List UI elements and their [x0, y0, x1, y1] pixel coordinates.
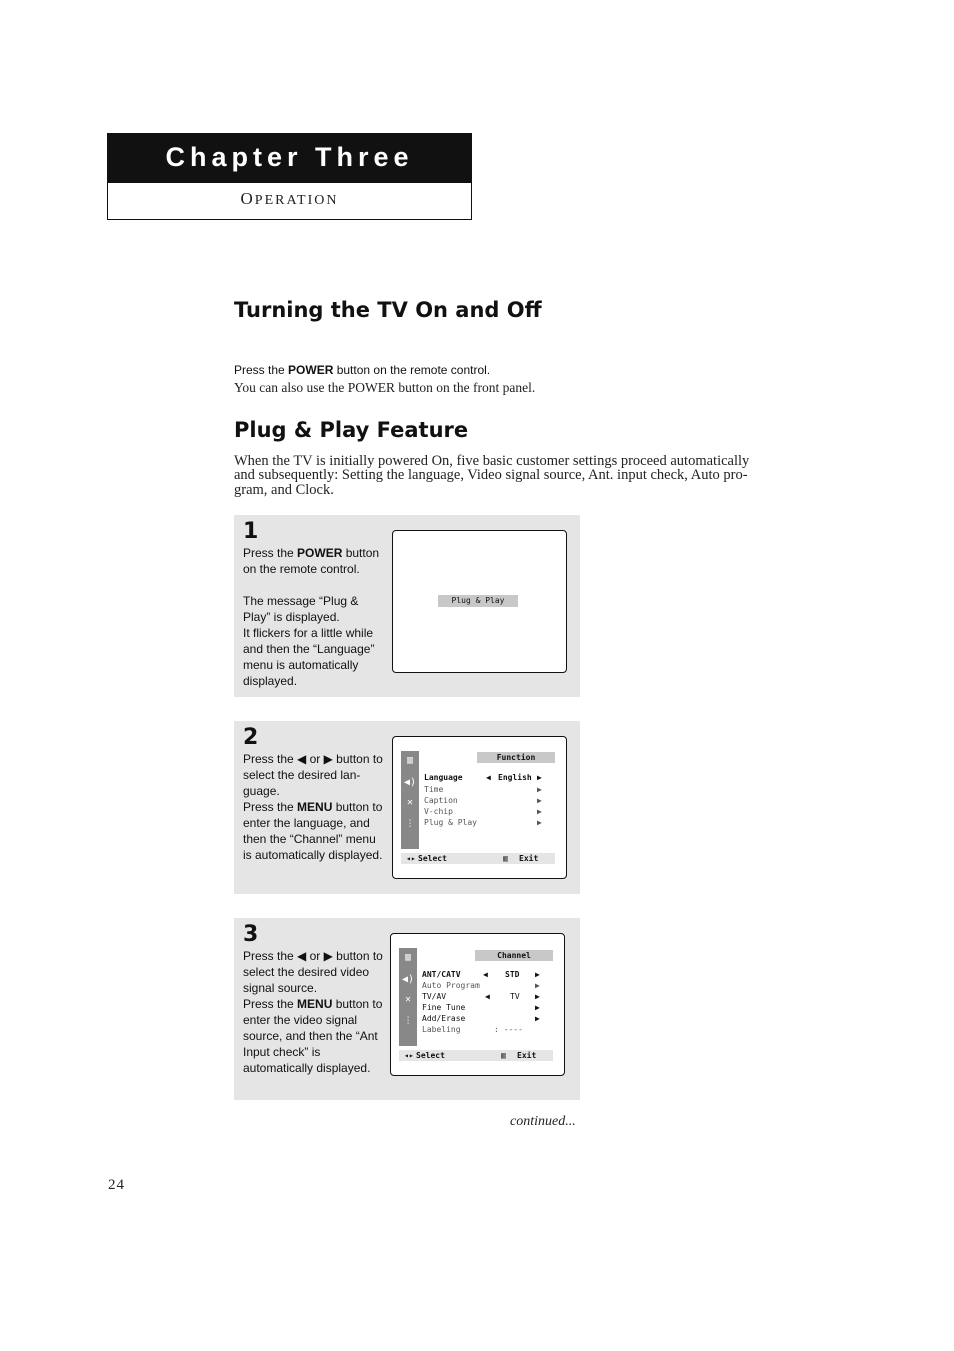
- row-label: Labeling: [422, 1025, 461, 1034]
- step-1-para-3: It flickers for a little while and then the “Language” menu is automatically displayed.: [243, 626, 375, 688]
- row-label: V-chip: [424, 807, 453, 816]
- row-label: TV/AV: [422, 992, 447, 1001]
- text-post: button to enter the language, and then the “Channel” menu is automatically displayed.: [243, 800, 383, 862]
- step-number: 1: [243, 519, 259, 544]
- row-value: English: [498, 773, 532, 782]
- picture-icon: ▥: [406, 755, 414, 766]
- right-arrow-icon: ▶: [537, 785, 542, 794]
- step-1-text: [243, 545, 383, 689]
- right-arrow-icon: ▶: [535, 970, 540, 979]
- osd-icon-strip: [399, 948, 417, 1046]
- power-instruction-pre: Press the: [234, 363, 289, 377]
- row-label: Language: [424, 773, 463, 782]
- osd-icon-strip: [401, 751, 419, 849]
- osd-title: Channel: [475, 950, 553, 961]
- sound-icon: ◀): [402, 974, 415, 985]
- row-label: Auto Program: [422, 981, 480, 990]
- osd-footer: [399, 1050, 553, 1061]
- setup-icon: ⫶: [406, 1016, 410, 1027]
- intro-line-3: gram, and Clock.: [234, 482, 334, 498]
- row-label: Plug & Play: [424, 818, 477, 827]
- step-2-panel: [234, 721, 580, 894]
- right-arrow-icon: ▶: [537, 818, 542, 827]
- step-1-para-1: [243, 545, 383, 577]
- chapter-header: [107, 133, 472, 220]
- page-number: 24: [108, 1177, 125, 1193]
- step-number: 3: [243, 922, 259, 947]
- tv-screen: [390, 933, 565, 1076]
- row-label: Add/Erase: [422, 1014, 466, 1023]
- right-arrow-icon: ▶: [535, 1003, 540, 1012]
- tv-screen: [392, 530, 567, 673]
- left-arrow-icon: ◀: [483, 970, 488, 979]
- menu-icon: ▥: [501, 1051, 506, 1060]
- step-3-text: [243, 948, 383, 1076]
- row-label: ANT/CATV: [422, 970, 461, 979]
- section-heading-on-off: Turning the TV On and Off: [234, 298, 542, 322]
- osd-exit-label: Exit: [517, 1051, 537, 1060]
- left-arrow-icon: ◀: [486, 773, 491, 782]
- right-arrow-icon: ▶: [537, 773, 542, 782]
- osd-exit-label: Exit: [519, 854, 539, 863]
- select-arrows-icon: ◂▸: [404, 1051, 414, 1060]
- osd-title: Function: [477, 752, 555, 763]
- power-instruction-bold: POWER: [288, 363, 334, 377]
- step-3-para-1: Press the ◀ or ▶ button to select the desired video signal source.: [243, 949, 383, 995]
- continued-note: continued...: [510, 1114, 576, 1129]
- step-1-para-2: The message “Plug & Play” is displayed.: [243, 594, 359, 624]
- text-pre: Press the: [243, 997, 298, 1011]
- tv-screen: [392, 736, 567, 879]
- channel-icon: ✕: [406, 797, 414, 808]
- text-post: button on the remote control.: [243, 546, 380, 576]
- chapter-title: Chapter Three: [108, 134, 471, 183]
- right-arrow-icon: ▶: [537, 807, 542, 816]
- intro-line-2: and subsequently: Setting the language, Video signal source, Ant. input check, Auto pro-: [234, 467, 748, 483]
- step-2-para-2: [243, 799, 383, 863]
- text-pre: Press the: [243, 800, 298, 814]
- step-3-para-2: [243, 996, 383, 1076]
- row-value: TV: [510, 992, 520, 1001]
- front-panel-note: You can also use the POWER button on the front panel.: [234, 380, 536, 395]
- row-value: : ----: [494, 1025, 523, 1034]
- power-instruction-post: button on the remote control.: [333, 363, 491, 377]
- step-2-para-1: Press the ◀ or ▶ button to select the desired lan-guage.: [243, 752, 383, 798]
- right-arrow-icon: ▶: [535, 981, 540, 990]
- menu-icon: ▥: [503, 854, 508, 863]
- osd-select-label: Select: [418, 854, 447, 863]
- right-arrow-icon: ▶: [535, 1014, 540, 1023]
- right-arrow-icon: ▶: [535, 992, 540, 1001]
- right-arrow-icon: ▶: [537, 796, 542, 805]
- step-3-panel: [234, 918, 580, 1100]
- channel-icon: ✕: [404, 994, 412, 1005]
- picture-icon: ▥: [404, 952, 412, 963]
- osd-select-label: Select: [416, 1051, 445, 1060]
- chapter-subtitle-rest: PERATION: [254, 193, 339, 208]
- row-label: Caption: [424, 796, 458, 805]
- osd-footer: [401, 853, 555, 864]
- row-value: STD: [505, 970, 520, 979]
- chapter-subtitle: [108, 189, 471, 209]
- plug-play-message: Plug & Play: [438, 595, 518, 607]
- setup-icon: ⫶: [408, 819, 412, 830]
- power-instruction: [234, 363, 490, 377]
- intro-line-1: When the TV is initially powered On, five basic customer settings proceed automatically: [234, 453, 750, 469]
- step-2-text: [243, 751, 383, 863]
- step-1-panel: [234, 515, 580, 697]
- text-bold: POWER: [297, 546, 343, 560]
- chapter-subtitle-initial: O: [240, 189, 255, 208]
- row-label: Fine Tune: [422, 1003, 466, 1012]
- step-number: 2: [243, 725, 259, 750]
- select-arrows-icon: ◂▸: [406, 854, 416, 863]
- text-pre: Press the: [243, 546, 298, 560]
- text-post: button to enter the video signal source, and then the “Ant Input check” is automatically displayed.: [243, 997, 383, 1075]
- left-arrow-icon: ◀: [485, 992, 490, 1001]
- section-heading-plug-play: Plug & Play Feature: [234, 418, 469, 442]
- row-label: Time: [424, 785, 444, 794]
- text-bold: MENU: [297, 800, 333, 814]
- sound-icon: ◀): [404, 777, 417, 788]
- text-bold: MENU: [297, 997, 333, 1011]
